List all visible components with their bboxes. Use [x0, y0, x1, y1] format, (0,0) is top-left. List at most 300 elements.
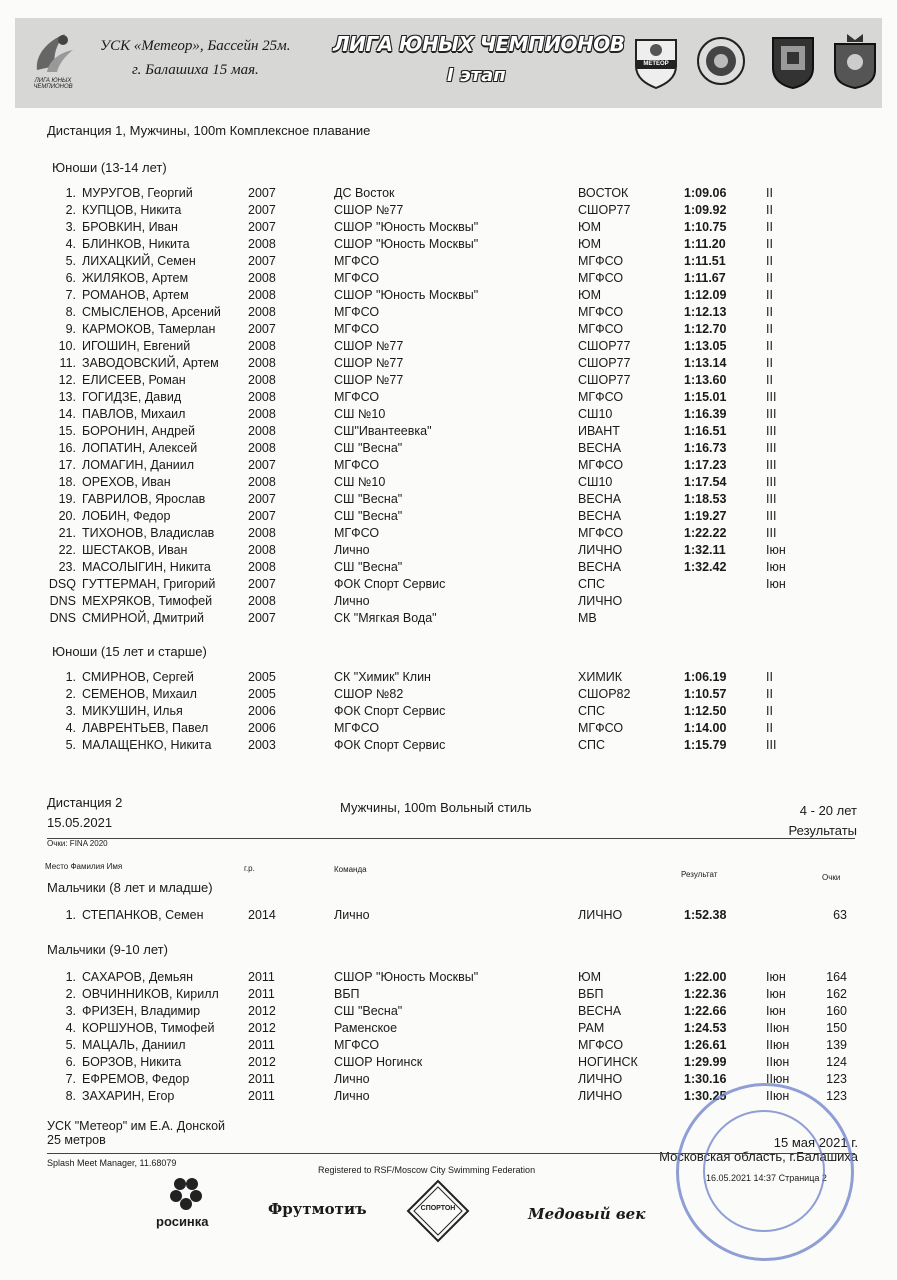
- result-time: 1:13.14: [684, 356, 727, 370]
- team-name: СШ №10: [334, 407, 386, 421]
- result-row: [0, 720, 897, 736]
- fina-points: 139: [826, 1038, 847, 1052]
- footer-date: 15 мая 2021 г.: [773, 1135, 858, 1150]
- sport-rank: II: [766, 356, 773, 370]
- team-code: СШОР82: [578, 687, 631, 701]
- result-row: [0, 737, 897, 753]
- result-time: 1:15.01: [684, 390, 727, 404]
- place: 9.: [65, 322, 76, 336]
- team-code: МГФСО: [578, 458, 624, 472]
- result-row: [0, 304, 897, 320]
- birth-year: 2011: [248, 1089, 275, 1103]
- birth-year: 2007: [248, 322, 276, 336]
- sport-rank: IIюн: [766, 1021, 790, 1035]
- sport-rank: II: [766, 322, 773, 336]
- athlete-name: МАЦАЛЬ, Даниил: [82, 1038, 186, 1052]
- place: 15.: [58, 424, 76, 438]
- team-name: СШОР "Юность Москвы": [334, 237, 479, 251]
- sport-rank: II: [766, 237, 773, 251]
- sport-rank: III: [766, 390, 777, 404]
- team-name: Лично: [334, 1089, 370, 1103]
- birth-year: 2012: [248, 1004, 276, 1018]
- event2-title: Мужчины, 100m Вольный стиль: [340, 800, 532, 815]
- team-name: СШ "Весна": [334, 509, 403, 523]
- rosinka-label: росинка: [156, 1214, 209, 1229]
- athlete-name: КОРШУНОВ, Тимофей: [82, 1021, 215, 1035]
- athlete-name: ИГОШИН, Евгений: [82, 339, 191, 353]
- sport-rank: III: [766, 738, 777, 752]
- athlete-name: МИКУШИН, Илья: [82, 704, 183, 718]
- event2-results-label: Результаты: [788, 823, 857, 838]
- round-emblem: [695, 32, 747, 90]
- place: 3.: [65, 704, 76, 718]
- fina-points: 150: [826, 1021, 847, 1035]
- team-name: МГФСО: [334, 458, 380, 472]
- team-name: МГФСО: [334, 305, 380, 319]
- moscow-oblast-coat-of-arms: [829, 32, 881, 90]
- sport-rank: II: [766, 203, 773, 217]
- team-code: ВЕСНА: [578, 441, 622, 455]
- place: 22.: [58, 543, 76, 557]
- team-name: ФОК Спорт Сервис: [334, 704, 446, 718]
- event2-age: 4 - 20 лет: [799, 803, 857, 818]
- place: 1.: [65, 970, 76, 984]
- team-code: МВ: [578, 611, 597, 625]
- sport-rank: Iюн: [766, 970, 786, 984]
- result-row: [0, 969, 897, 985]
- sport-rank: IIюн: [766, 1055, 790, 1069]
- team-name: СШ "Весна": [334, 441, 403, 455]
- result-row: [0, 686, 897, 702]
- fina-points: 63: [833, 908, 847, 922]
- team-code: ИВАНТ: [578, 424, 620, 438]
- team-code: СШОР77: [578, 356, 631, 370]
- birth-year: 2008: [248, 271, 276, 285]
- official-stamp: [676, 1083, 854, 1261]
- place: 6.: [65, 271, 76, 285]
- frutotiya-logo: Фрутмотиъ: [268, 1200, 367, 1218]
- place: 2.: [65, 987, 76, 1001]
- team-code: МГФСО: [578, 721, 624, 735]
- footer-software: Splash Meet Manager, 11.68079: [47, 1158, 177, 1168]
- team-code: МГФСО: [578, 526, 624, 540]
- sporton-label: СПОРТОН: [420, 1205, 456, 1212]
- sport-rank: II: [766, 271, 773, 285]
- team-name: СК "Мягкая Вода": [334, 611, 437, 625]
- result-time: 1:13.05: [684, 339, 727, 353]
- team-name: СШ "Весна": [334, 492, 403, 506]
- result-time: 1:16.73: [684, 441, 727, 455]
- athlete-name: ТИХОНОВ, Владислав: [82, 526, 215, 540]
- team-name: Раменское: [334, 1021, 398, 1035]
- medovy-vek-logo: Медовый век: [528, 1205, 646, 1223]
- result-time: 1:17.54: [684, 475, 727, 489]
- sport-rank: II: [766, 721, 773, 735]
- place: 2.: [65, 203, 76, 217]
- result-time: 1:10.57: [684, 687, 727, 701]
- athlete-name: ЛОБИН, Федор: [82, 509, 171, 523]
- age-group-label: Мальчики (9-10 лет): [47, 942, 168, 957]
- header-band: [15, 18, 882, 108]
- event2-distance: Дистанция 2: [47, 795, 123, 810]
- place: 7.: [65, 288, 76, 302]
- birth-year: 2007: [248, 254, 276, 268]
- team-name: МГФСО: [334, 322, 380, 336]
- col-team: Команда: [334, 865, 367, 874]
- sport-rank: II: [766, 670, 773, 684]
- team-name: Лично: [334, 594, 370, 608]
- birth-year: 2008: [248, 305, 276, 319]
- athlete-name: БОРЗОВ, Никита: [82, 1055, 182, 1069]
- athlete-name: ЛИХАЦКИЙ, Семен: [82, 254, 196, 268]
- place: 11.: [59, 356, 76, 370]
- result-row: [0, 1054, 897, 1070]
- result-row: [0, 355, 897, 371]
- team-code: ХИМИК: [578, 670, 623, 684]
- place: DNS: [49, 594, 76, 608]
- result-time: 1:10.75: [684, 220, 727, 234]
- result-time: 1:19.27: [684, 509, 727, 523]
- team-code: ЮМ: [578, 237, 602, 251]
- athlete-name: ЛАВРЕНТЬЕВ, Павел: [82, 721, 209, 735]
- place: 16.: [58, 441, 76, 455]
- sport-rank: III: [766, 441, 777, 455]
- sport-rank: II: [766, 288, 773, 302]
- col-result: Результат: [681, 870, 718, 879]
- result-time: 1:52.38: [684, 908, 727, 922]
- result-time: 1:12.70: [684, 322, 727, 336]
- fina-points: 123: [826, 1089, 847, 1103]
- birth-year: 2007: [248, 509, 276, 523]
- place: 5.: [65, 738, 76, 752]
- event1-title: Дистанция 1, Мужчины, 100m Комплексное плавание: [47, 123, 371, 138]
- sport-rank: III: [766, 458, 777, 472]
- place: 6.: [65, 1055, 76, 1069]
- birth-year: 2005: [248, 687, 276, 701]
- place: 4.: [65, 721, 76, 735]
- team-name: МГФСО: [334, 390, 380, 404]
- sport-rank: Iюн: [766, 987, 786, 1001]
- meteor-emblem-label: МЕТЕОР: [643, 61, 669, 67]
- result-time: 1:24.53: [684, 1021, 727, 1035]
- result-row: [0, 525, 897, 541]
- athlete-name: БОРОНИН, Андрей: [82, 424, 195, 438]
- sport-rank: II: [766, 254, 773, 268]
- team-name: СШОР №77: [334, 339, 404, 353]
- birth-year: 2011: [248, 1072, 275, 1086]
- league-logo: [27, 26, 79, 98]
- team-code: ВОСТОК: [578, 186, 629, 200]
- sport-rank: III: [766, 407, 777, 421]
- result-time: 1:15.79: [684, 738, 727, 752]
- team-name: СШОР "Юность Москвы": [334, 220, 479, 234]
- athlete-name: СЕМЕНОВ, Михаил: [82, 687, 197, 701]
- result-row: [0, 576, 897, 592]
- athlete-name: БРОВКИН, Иван: [82, 220, 178, 234]
- birth-year: 2008: [248, 543, 276, 557]
- team-code: СПС: [578, 738, 606, 752]
- sport-rank: II: [766, 704, 773, 718]
- team-code: МГФСО: [578, 322, 624, 336]
- result-time: 1:06.19: [684, 670, 727, 684]
- team-code: ЛИЧНО: [578, 594, 623, 608]
- meteor-emblem: [630, 32, 682, 90]
- sport-rank: II: [766, 687, 773, 701]
- result-row: [0, 1037, 897, 1053]
- result-time: 1:09.92: [684, 203, 727, 217]
- result-time: 1:12.50: [684, 704, 727, 718]
- fina-points: 164: [826, 970, 847, 984]
- athlete-name: КУПЦОВ, Никита: [82, 203, 182, 217]
- team-name: СШОР №77: [334, 203, 404, 217]
- birth-year: 2003: [248, 738, 276, 752]
- result-time: 1:11.51: [684, 254, 726, 268]
- place: 14.: [58, 407, 76, 421]
- team-name: СШ "Весна": [334, 1004, 403, 1018]
- team-name: МГФСО: [334, 526, 380, 540]
- team-name: ФОК Спорт Сервис: [334, 738, 446, 752]
- athlete-name: ГАВРИЛОВ, Ярослав: [82, 492, 206, 506]
- athlete-name: ШЕСТАКОВ, Иван: [82, 543, 188, 557]
- birth-year: 2008: [248, 390, 276, 404]
- result-row: [0, 202, 897, 218]
- result-time: 1:32.42: [684, 560, 727, 574]
- result-row: [0, 321, 897, 337]
- team-code: ВЕСНА: [578, 560, 622, 574]
- athlete-name: ПАВЛОВ, Михаил: [82, 407, 186, 421]
- team-name: СШОР Ногинск: [334, 1055, 423, 1069]
- place: 1.: [65, 908, 76, 922]
- birth-year: 2008: [248, 560, 276, 574]
- league-logo-caption: ЛИГА ЮНЫХ ЧЕМПИОНОВ: [33, 78, 73, 90]
- result-time: 1:13.60: [684, 373, 727, 387]
- team-code: ЮМ: [578, 288, 602, 302]
- team-code: ЛИЧНО: [578, 908, 623, 922]
- balashikha-coat-of-arms: [767, 32, 819, 90]
- sporton-logo: [405, 1178, 471, 1244]
- athlete-name: ЗАХАРИН, Егор: [82, 1089, 175, 1103]
- team-name: ДС Восток: [334, 186, 395, 200]
- sport-rank: III: [766, 475, 777, 489]
- result-time: 1:22.22: [684, 526, 727, 540]
- birth-year: 2008: [248, 356, 276, 370]
- team-name: СШОР "Юность Москвы": [334, 970, 479, 984]
- team-code: СШОР77: [578, 373, 631, 387]
- result-row: [0, 542, 897, 558]
- athlete-name: ГУТТЕРМАН, Григорий: [82, 577, 216, 591]
- team-name: СШ №10: [334, 475, 386, 489]
- age-group-label: Юноши (15 лет и старше): [52, 644, 207, 659]
- result-time: 1:26.61: [684, 1038, 727, 1052]
- result-time: 1:32.11: [684, 543, 726, 557]
- place: 17.: [58, 458, 76, 472]
- result-row: [0, 508, 897, 524]
- col-place-name: Место Фамилия Имя: [45, 862, 123, 871]
- team-code: МГФСО: [578, 390, 624, 404]
- sport-rank: II: [766, 339, 773, 353]
- result-row: [0, 559, 897, 575]
- result-time: 1:11.67: [684, 271, 726, 285]
- result-row: [0, 474, 897, 490]
- athlete-name: САХАРОВ, Демьян: [82, 970, 194, 984]
- birth-year: 2012: [248, 1021, 276, 1035]
- team-name: МГФСО: [334, 271, 380, 285]
- fina-points: 162: [826, 987, 847, 1001]
- place: 7.: [65, 1072, 76, 1086]
- sport-rank: Iюн: [766, 543, 786, 557]
- result-row: [0, 270, 897, 286]
- athlete-name: ЕФРЕМОВ, Федор: [82, 1072, 190, 1086]
- team-code: ВБП: [578, 987, 604, 1001]
- place: 20.: [58, 509, 76, 523]
- athlete-name: СМИРНОЙ, Дмитрий: [82, 611, 204, 625]
- athlete-name: ЗАВОДОВСКИЙ, Артем: [82, 356, 219, 370]
- team-code: СШ10: [578, 475, 613, 489]
- result-row: [0, 372, 897, 388]
- team-code: ЛИЧНО: [578, 1072, 623, 1086]
- birth-year: 2011: [248, 1038, 275, 1052]
- athlete-name: ОВЧИННИКОВ, Кирилл: [82, 987, 219, 1001]
- result-time: 1:17.23: [684, 458, 727, 472]
- result-time: 1:09.06: [684, 186, 727, 200]
- result-row: [0, 389, 897, 405]
- athlete-name: СТЕПАНКОВ, Семен: [82, 908, 204, 922]
- result-row: [0, 669, 897, 685]
- place: 19.: [58, 492, 76, 506]
- birth-year: 2006: [248, 704, 276, 718]
- birth-year: 2011: [248, 987, 275, 1001]
- result-row: [0, 1020, 897, 1036]
- team-name: ФОК Спорт Сервис: [334, 577, 446, 591]
- place: 3.: [65, 1004, 76, 1018]
- points-note: Очки: FINA 2020: [47, 839, 108, 848]
- venue-line-1: УСК «Метеор», Бассейн 25м.: [100, 38, 291, 54]
- team-name: СШОР №77: [334, 373, 404, 387]
- sport-rank: III: [766, 526, 777, 540]
- footer-place: Московская область, г.Балашиха: [659, 1149, 858, 1164]
- athlete-name: МАСОЛЫГИН, Никита: [82, 560, 211, 574]
- place: 8.: [65, 1089, 76, 1103]
- result-row: [0, 593, 897, 609]
- team-name: СК "Химик" Клин: [334, 670, 431, 684]
- birth-year: 2008: [248, 441, 276, 455]
- fina-points: 124: [826, 1055, 847, 1069]
- team-code: МГФСО: [578, 1038, 624, 1052]
- result-time: 1:11.20: [684, 237, 726, 251]
- result-time: 1:30.25: [684, 1089, 727, 1103]
- result-row: [0, 491, 897, 507]
- result-row: [0, 406, 897, 422]
- result-time: 1:22.00: [684, 970, 727, 984]
- result-time: 1:29.99: [684, 1055, 727, 1069]
- birth-year: 2007: [248, 458, 276, 472]
- place: 5.: [65, 254, 76, 268]
- team-name: СШ "Весна": [334, 560, 403, 574]
- place: 23.: [58, 560, 76, 574]
- team-name: СШОР №82: [334, 687, 404, 701]
- league-title: ЛИГА ЮНЫХ ЧЕМПИОНОВ: [333, 32, 625, 56]
- place: DSQ: [48, 577, 76, 591]
- team-code: ВЕСНА: [578, 1004, 622, 1018]
- rosinka-flower-icon: [152, 1176, 222, 1212]
- sport-rank: III: [766, 492, 777, 506]
- birth-year: 2007: [248, 220, 276, 234]
- team-code: ЮМ: [578, 220, 602, 234]
- result-row: [0, 287, 897, 303]
- athlete-name: МАЛАЩЕНКО, Никита: [82, 738, 212, 752]
- sport-rank: Iюн: [766, 560, 786, 574]
- result-time: 1:16.39: [684, 407, 727, 421]
- footer-registered: Registered to RSF/Moscow City Swimming Federation: [318, 1165, 536, 1175]
- team-code: СПС: [578, 704, 606, 718]
- athlete-name: МЕХРЯКОВ, Тимофей: [82, 594, 213, 608]
- team-name: СШ"Ивантеевка": [334, 424, 432, 438]
- result-row: [0, 338, 897, 354]
- team-code: СПС: [578, 577, 606, 591]
- place: 13.: [58, 390, 76, 404]
- team-code: ЮМ: [578, 970, 602, 984]
- place: 8.: [65, 305, 76, 319]
- place: 1.: [65, 186, 76, 200]
- athlete-name: БЛИНКОВ, Никита: [82, 237, 190, 251]
- place: DNS: [49, 611, 76, 625]
- team-name: Лично: [334, 543, 370, 557]
- result-row: [0, 185, 897, 201]
- athlete-name: ЛОПАТИН, Алексей: [82, 441, 198, 455]
- team-code: ЛИЧНО: [578, 1089, 623, 1103]
- sport-rank: IIюн: [766, 1089, 790, 1103]
- team-name: ВБП: [334, 987, 360, 1001]
- event2-date: 15.05.2021: [47, 815, 113, 830]
- sport-rank: IIюн: [766, 1038, 790, 1052]
- team-code: МГФСО: [578, 305, 624, 319]
- team-name: Лично: [334, 908, 370, 922]
- place: 21.: [58, 526, 76, 540]
- event2-divider: [47, 838, 855, 839]
- place: 2.: [65, 687, 76, 701]
- age-group-label: Мальчики (8 лет и младше): [47, 880, 213, 895]
- team-code: МГФСО: [578, 271, 624, 285]
- result-time: 1:18.53: [684, 492, 727, 506]
- birth-year: 2005: [248, 670, 276, 684]
- birth-year: 2008: [248, 237, 276, 251]
- place: 3.: [65, 220, 76, 234]
- team-name: МГФСО: [334, 254, 380, 268]
- team-name: МГФСО: [334, 721, 380, 735]
- team-code: СШОР77: [578, 203, 631, 217]
- team-code: СШ10: [578, 407, 613, 421]
- sport-rank: II: [766, 373, 773, 387]
- sport-rank: Iюн: [766, 1004, 786, 1018]
- birth-year: 2008: [248, 424, 276, 438]
- athlete-name: СМЫСЛЕНОВ, Арсений: [82, 305, 221, 319]
- athlete-name: ФРИЗЕН, Владимир: [82, 1004, 201, 1018]
- birth-year: 2008: [248, 339, 276, 353]
- place: 5.: [65, 1038, 76, 1052]
- sport-rank: Iюн: [766, 577, 786, 591]
- footer-printed: 16.05.2021 14:37 Страница 2: [706, 1173, 827, 1183]
- result-row: [0, 457, 897, 473]
- age-group-label: Юноши (13-14 лет): [52, 160, 167, 175]
- team-code: РАМ: [578, 1021, 605, 1035]
- result-time: 1:14.00: [684, 721, 727, 735]
- team-name: МГФСО: [334, 1038, 380, 1052]
- birth-year: 2014: [248, 908, 276, 922]
- athlete-name: ОРЕХОВ, Иван: [82, 475, 171, 489]
- result-row: [0, 253, 897, 269]
- result-time: 1:12.09: [684, 288, 727, 302]
- team-code: ВЕСНА: [578, 492, 622, 506]
